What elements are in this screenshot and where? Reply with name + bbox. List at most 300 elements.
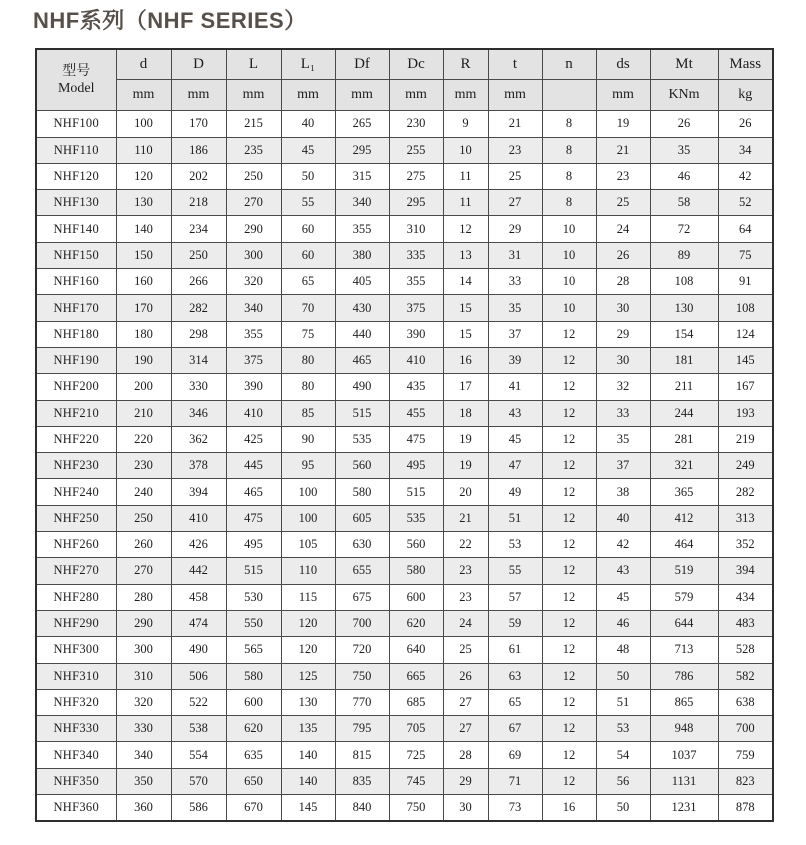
value-cell-Mt: 644 [650, 610, 718, 636]
table-row [36, 190, 773, 216]
value-cell-L: 270 [226, 190, 281, 216]
header-row-labels [36, 49, 773, 80]
value-cell-t: 65 [488, 689, 542, 715]
value-cell-Mt: 35 [650, 137, 718, 163]
value-cell-t: 31 [488, 242, 542, 268]
table-row [36, 584, 773, 610]
value-cell-R: 19 [443, 426, 488, 452]
value-cell-Mass: 26 [718, 111, 773, 137]
value-cell-d: 270 [116, 558, 171, 584]
value-cell-ds: 43 [596, 558, 650, 584]
value-cell-D: 570 [171, 768, 226, 794]
value-cell-Mass: 52 [718, 190, 773, 216]
value-cell-D: 538 [171, 716, 226, 742]
table-row [36, 453, 773, 479]
value-cell-Df: 700 [335, 610, 389, 636]
model-cell: NHF240 [36, 479, 116, 505]
value-cell-L: 530 [226, 584, 281, 610]
model-cell: NHF310 [36, 663, 116, 689]
value-cell-D: 298 [171, 321, 226, 347]
value-cell-D: 378 [171, 453, 226, 479]
model-cell: NHF270 [36, 558, 116, 584]
value-cell-L₁: 60 [281, 216, 335, 242]
spec-table [35, 48, 774, 822]
value-cell-L₁: 65 [281, 269, 335, 295]
value-cell-ds: 42 [596, 532, 650, 558]
value-cell-ds: 23 [596, 163, 650, 189]
value-cell-n: 10 [542, 216, 596, 242]
table-row [36, 216, 773, 242]
value-cell-Df: 355 [335, 216, 389, 242]
value-cell-t: 59 [488, 610, 542, 636]
value-cell-d: 250 [116, 505, 171, 531]
value-cell-d: 110 [116, 137, 171, 163]
value-cell-Df: 515 [335, 400, 389, 426]
value-cell-Dc: 355 [389, 269, 443, 295]
value-cell-R: 10 [443, 137, 488, 163]
value-cell-D: 362 [171, 426, 226, 452]
table-row [36, 558, 773, 584]
value-cell-R: 14 [443, 269, 488, 295]
value-cell-ds: 28 [596, 269, 650, 295]
value-cell-R: 16 [443, 347, 488, 373]
value-cell-Mass: 249 [718, 453, 773, 479]
model-cell: NHF220 [36, 426, 116, 452]
value-cell-ds: 40 [596, 505, 650, 531]
model-cell: NHF350 [36, 768, 116, 794]
table-row [36, 689, 773, 715]
value-cell-Df: 405 [335, 269, 389, 295]
value-cell-Mass: 167 [718, 374, 773, 400]
value-cell-R: 22 [443, 532, 488, 558]
model-cell: NHF260 [36, 532, 116, 558]
value-cell-Mass: 145 [718, 347, 773, 373]
value-cell-L₁: 105 [281, 532, 335, 558]
value-cell-Mt: 181 [650, 347, 718, 373]
value-cell-Mass: 528 [718, 637, 773, 663]
value-cell-ds: 30 [596, 347, 650, 373]
value-cell-Df: 750 [335, 663, 389, 689]
value-cell-Mass: 483 [718, 610, 773, 636]
value-cell-Df: 795 [335, 716, 389, 742]
value-cell-R: 20 [443, 479, 488, 505]
value-cell-n: 12 [542, 558, 596, 584]
value-cell-d: 220 [116, 426, 171, 452]
value-cell-Dc: 390 [389, 321, 443, 347]
value-cell-Dc: 685 [389, 689, 443, 715]
header-row-units [36, 80, 773, 111]
value-cell-Mt: 211 [650, 374, 718, 400]
model-cell: NHF190 [36, 347, 116, 373]
value-cell-t: 51 [488, 505, 542, 531]
value-cell-L₁: 130 [281, 689, 335, 715]
value-cell-L: 235 [226, 137, 281, 163]
value-cell-R: 30 [443, 795, 488, 821]
value-cell-d: 140 [116, 216, 171, 242]
value-cell-t: 25 [488, 163, 542, 189]
value-cell-t: 47 [488, 453, 542, 479]
value-cell-Mt: 72 [650, 216, 718, 242]
value-cell-L₁: 135 [281, 716, 335, 742]
value-cell-d: 300 [116, 637, 171, 663]
col-header-Dc: Dc [389, 49, 443, 80]
value-cell-ds: 56 [596, 768, 650, 794]
model-cell: NHF300 [36, 637, 116, 663]
table-row [36, 610, 773, 636]
value-cell-Mass: 34 [718, 137, 773, 163]
value-cell-L₁: 110 [281, 558, 335, 584]
value-cell-ds: 53 [596, 716, 650, 742]
table-row [36, 532, 773, 558]
value-cell-L₁: 50 [281, 163, 335, 189]
value-cell-R: 19 [443, 453, 488, 479]
value-cell-R: 25 [443, 637, 488, 663]
value-cell-d: 160 [116, 269, 171, 295]
col-header-d: d [116, 49, 171, 80]
value-cell-Mt: 519 [650, 558, 718, 584]
model-cell: NHF250 [36, 505, 116, 531]
value-cell-Mass: 823 [718, 768, 773, 794]
value-cell-Df: 440 [335, 321, 389, 347]
value-cell-L₁: 145 [281, 795, 335, 821]
model-cell: NHF140 [36, 216, 116, 242]
value-cell-D: 250 [171, 242, 226, 268]
value-cell-ds: 50 [596, 663, 650, 689]
table-row [36, 137, 773, 163]
model-cell: NHF340 [36, 742, 116, 768]
table-row [36, 768, 773, 794]
value-cell-t: 49 [488, 479, 542, 505]
col-unit-ds: mm [596, 80, 650, 111]
model-header-cn: 型号 [62, 63, 91, 79]
value-cell-Mass: 64 [718, 216, 773, 242]
model-cell: NHF330 [36, 716, 116, 742]
value-cell-ds: 29 [596, 321, 650, 347]
value-cell-n: 8 [542, 111, 596, 137]
value-cell-ds: 35 [596, 426, 650, 452]
value-cell-Dc: 665 [389, 663, 443, 689]
value-cell-D: 554 [171, 742, 226, 768]
value-cell-Dc: 580 [389, 558, 443, 584]
value-cell-Mass: 91 [718, 269, 773, 295]
value-cell-Dc: 600 [389, 584, 443, 610]
value-cell-ds: 37 [596, 453, 650, 479]
value-cell-n: 8 [542, 190, 596, 216]
value-cell-L: 670 [226, 795, 281, 821]
col-unit-t: mm [488, 80, 542, 111]
page-title: NHF系列（NHF SERIES） [33, 8, 307, 33]
col-unit-Dc: mm [389, 80, 443, 111]
value-cell-Df: 430 [335, 295, 389, 321]
value-cell-Df: 835 [335, 768, 389, 794]
value-cell-L: 290 [226, 216, 281, 242]
value-cell-D: 442 [171, 558, 226, 584]
value-cell-ds: 26 [596, 242, 650, 268]
value-cell-Mass: 75 [718, 242, 773, 268]
value-cell-ds: 46 [596, 610, 650, 636]
value-cell-Df: 815 [335, 742, 389, 768]
value-cell-R: 18 [443, 400, 488, 426]
value-cell-d: 120 [116, 163, 171, 189]
table-row [36, 400, 773, 426]
value-cell-D: 170 [171, 111, 226, 137]
value-cell-Mass: 282 [718, 479, 773, 505]
value-cell-Mass: 352 [718, 532, 773, 558]
value-cell-n: 16 [542, 795, 596, 821]
col-header-D: D [171, 49, 226, 80]
value-cell-Mt: 1131 [650, 768, 718, 794]
value-cell-n: 12 [542, 663, 596, 689]
value-cell-d: 260 [116, 532, 171, 558]
value-cell-t: 27 [488, 190, 542, 216]
value-cell-Df: 840 [335, 795, 389, 821]
value-cell-Dc: 255 [389, 137, 443, 163]
value-cell-L₁: 55 [281, 190, 335, 216]
value-cell-L: 650 [226, 768, 281, 794]
value-cell-Mass: 219 [718, 426, 773, 452]
value-cell-t: 55 [488, 558, 542, 584]
value-cell-R: 24 [443, 610, 488, 636]
value-cell-Dc: 560 [389, 532, 443, 558]
value-cell-n: 10 [542, 242, 596, 268]
value-cell-d: 280 [116, 584, 171, 610]
value-cell-R: 27 [443, 689, 488, 715]
value-cell-L₁: 70 [281, 295, 335, 321]
value-cell-Df: 720 [335, 637, 389, 663]
value-cell-n: 12 [542, 505, 596, 531]
table-header [36, 49, 773, 111]
col-unit-d: mm [116, 80, 171, 111]
value-cell-d: 360 [116, 795, 171, 821]
value-cell-ds: 30 [596, 295, 650, 321]
col-unit-Mt: KNm [650, 80, 718, 111]
value-cell-ds: 19 [596, 111, 650, 137]
value-cell-Mt: 321 [650, 453, 718, 479]
value-cell-ds: 25 [596, 190, 650, 216]
value-cell-L: 600 [226, 689, 281, 715]
value-cell-L₁: 120 [281, 637, 335, 663]
value-cell-d: 200 [116, 374, 171, 400]
value-cell-Dc: 750 [389, 795, 443, 821]
value-cell-t: 39 [488, 347, 542, 373]
value-cell-ds: 50 [596, 795, 650, 821]
value-cell-D: 282 [171, 295, 226, 321]
value-cell-Mt: 1037 [650, 742, 718, 768]
table-row [36, 321, 773, 347]
value-cell-t: 21 [488, 111, 542, 137]
model-cell: NHF210 [36, 400, 116, 426]
value-cell-L₁: 90 [281, 426, 335, 452]
value-cell-L₁: 115 [281, 584, 335, 610]
value-cell-L: 425 [226, 426, 281, 452]
value-cell-Df: 380 [335, 242, 389, 268]
value-cell-Mt: 58 [650, 190, 718, 216]
table-row [36, 795, 773, 821]
value-cell-D: 458 [171, 584, 226, 610]
value-cell-d: 230 [116, 453, 171, 479]
value-cell-n: 10 [542, 269, 596, 295]
value-cell-L₁: 140 [281, 742, 335, 768]
value-cell-R: 15 [443, 321, 488, 347]
value-cell-n: 12 [542, 768, 596, 794]
value-cell-Mt: 1231 [650, 795, 718, 821]
value-cell-L: 410 [226, 400, 281, 426]
value-cell-ds: 24 [596, 216, 650, 242]
value-cell-d: 170 [116, 295, 171, 321]
value-cell-n: 12 [542, 374, 596, 400]
value-cell-ds: 21 [596, 137, 650, 163]
model-cell: NHF320 [36, 689, 116, 715]
value-cell-t: 73 [488, 795, 542, 821]
value-cell-L: 390 [226, 374, 281, 400]
value-cell-L: 375 [226, 347, 281, 373]
value-cell-D: 266 [171, 269, 226, 295]
col-header-L₁: L₁ [281, 49, 335, 80]
value-cell-Mass: 108 [718, 295, 773, 321]
model-header-en: Model [57, 81, 95, 97]
value-cell-n: 12 [542, 321, 596, 347]
value-cell-R: 21 [443, 505, 488, 531]
value-cell-Dc: 535 [389, 505, 443, 531]
value-cell-Df: 295 [335, 137, 389, 163]
col-unit-D: mm [171, 80, 226, 111]
model-cell: NHF360 [36, 795, 116, 821]
value-cell-n: 8 [542, 163, 596, 189]
value-cell-Df: 770 [335, 689, 389, 715]
value-cell-L: 550 [226, 610, 281, 636]
value-cell-D: 490 [171, 637, 226, 663]
value-cell-L₁: 40 [281, 111, 335, 137]
value-cell-Df: 675 [335, 584, 389, 610]
value-cell-R: 23 [443, 558, 488, 584]
table-row [36, 716, 773, 742]
model-cell: NHF290 [36, 610, 116, 636]
value-cell-n: 12 [542, 742, 596, 768]
col-header-n: n [542, 49, 596, 80]
value-cell-L₁: 100 [281, 479, 335, 505]
value-cell-Mass: 42 [718, 163, 773, 189]
value-cell-L₁: 80 [281, 374, 335, 400]
value-cell-Dc: 310 [389, 216, 443, 242]
col-header-Df: Df [335, 49, 389, 80]
value-cell-Dc: 275 [389, 163, 443, 189]
value-cell-n: 12 [542, 426, 596, 452]
model-cell: NHF230 [36, 453, 116, 479]
value-cell-d: 100 [116, 111, 171, 137]
value-cell-Mt: 365 [650, 479, 718, 505]
value-cell-n: 12 [542, 479, 596, 505]
value-cell-d: 210 [116, 400, 171, 426]
value-cell-L: 465 [226, 479, 281, 505]
value-cell-R: 15 [443, 295, 488, 321]
value-cell-ds: 51 [596, 689, 650, 715]
value-cell-Dc: 375 [389, 295, 443, 321]
value-cell-Mt: 464 [650, 532, 718, 558]
value-cell-Dc: 495 [389, 453, 443, 479]
value-cell-Df: 630 [335, 532, 389, 558]
value-cell-t: 45 [488, 426, 542, 452]
value-cell-Mass: 313 [718, 505, 773, 531]
value-cell-Dc: 725 [389, 742, 443, 768]
value-cell-Dc: 475 [389, 426, 443, 452]
value-cell-d: 350 [116, 768, 171, 794]
value-cell-Mt: 412 [650, 505, 718, 531]
value-cell-R: 9 [443, 111, 488, 137]
value-cell-Mt: 46 [650, 163, 718, 189]
value-cell-n: 12 [542, 610, 596, 636]
model-cell: NHF110 [36, 137, 116, 163]
table-row [36, 163, 773, 189]
value-cell-L₁: 100 [281, 505, 335, 531]
value-cell-Dc: 335 [389, 242, 443, 268]
table-row [36, 479, 773, 505]
value-cell-Mt: 154 [650, 321, 718, 347]
table-row [36, 269, 773, 295]
table-row [36, 426, 773, 452]
model-cell: NHF170 [36, 295, 116, 321]
value-cell-Dc: 295 [389, 190, 443, 216]
value-cell-Dc: 640 [389, 637, 443, 663]
model-column-header [36, 49, 116, 111]
value-cell-D: 218 [171, 190, 226, 216]
value-cell-L₁: 45 [281, 137, 335, 163]
col-header-L: L [226, 49, 281, 80]
model-cell: NHF160 [36, 269, 116, 295]
value-cell-R: 27 [443, 716, 488, 742]
value-cell-D: 186 [171, 137, 226, 163]
value-cell-ds: 32 [596, 374, 650, 400]
table-row [36, 111, 773, 137]
value-cell-Dc: 230 [389, 111, 443, 137]
value-cell-Df: 465 [335, 347, 389, 373]
value-cell-t: 33 [488, 269, 542, 295]
value-cell-d: 190 [116, 347, 171, 373]
value-cell-t: 37 [488, 321, 542, 347]
value-cell-Dc: 745 [389, 768, 443, 794]
value-cell-Mt: 786 [650, 663, 718, 689]
value-cell-t: 23 [488, 137, 542, 163]
value-cell-Mass: 582 [718, 663, 773, 689]
value-cell-Mt: 130 [650, 295, 718, 321]
col-unit-Df: mm [335, 80, 389, 111]
value-cell-ds: 38 [596, 479, 650, 505]
value-cell-d: 180 [116, 321, 171, 347]
value-cell-Mt: 244 [650, 400, 718, 426]
value-cell-t: 69 [488, 742, 542, 768]
value-cell-L: 215 [226, 111, 281, 137]
value-cell-Dc: 620 [389, 610, 443, 636]
value-cell-Df: 605 [335, 505, 389, 531]
table-row [36, 374, 773, 400]
value-cell-L₁: 80 [281, 347, 335, 373]
value-cell-Mass: 193 [718, 400, 773, 426]
value-cell-L: 565 [226, 637, 281, 663]
value-cell-ds: 48 [596, 637, 650, 663]
value-cell-R: 23 [443, 584, 488, 610]
value-cell-Df: 265 [335, 111, 389, 137]
value-cell-Df: 580 [335, 479, 389, 505]
value-cell-ds: 45 [596, 584, 650, 610]
value-cell-Mt: 89 [650, 242, 718, 268]
value-cell-t: 71 [488, 768, 542, 794]
value-cell-d: 330 [116, 716, 171, 742]
value-cell-n: 12 [542, 347, 596, 373]
value-cell-Mass: 124 [718, 321, 773, 347]
value-cell-d: 240 [116, 479, 171, 505]
value-cell-n: 8 [542, 137, 596, 163]
value-cell-L: 495 [226, 532, 281, 558]
value-cell-D: 234 [171, 216, 226, 242]
